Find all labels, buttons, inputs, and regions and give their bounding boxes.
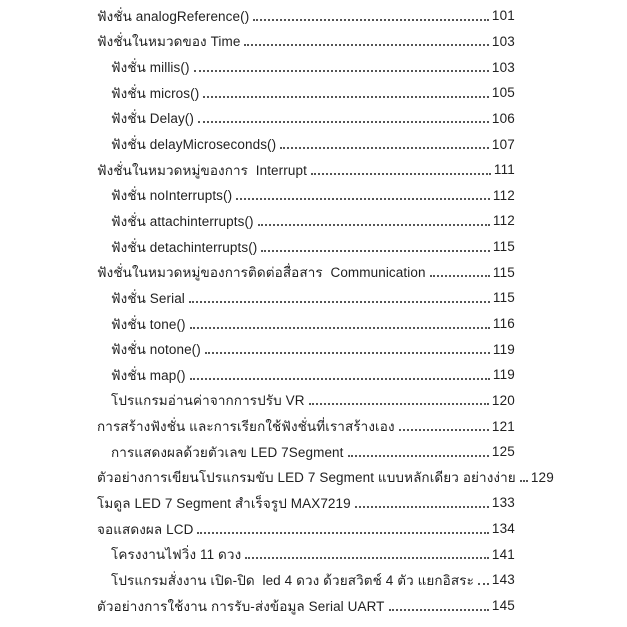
toc-page-number: 121 bbox=[491, 418, 515, 434]
toc-entry-label: ฟังชั่น notone() bbox=[111, 342, 201, 358]
toc-entry-label: ฟังชั่น noInterrupts() bbox=[111, 188, 233, 204]
toc-entry[interactable] bbox=[97, 234, 515, 260]
toc-page-number: 141 bbox=[491, 546, 515, 562]
toc-entry[interactable] bbox=[97, 157, 515, 183]
toc-leader-dots bbox=[478, 583, 489, 585]
toc-entry-label: ตัวอย่างการเขียนโปรแกรมขับ LED 7 Segment แบบหลักเดียว อย่างง่าย bbox=[97, 470, 516, 486]
toc-page-number: 143 bbox=[491, 572, 515, 588]
toc-page-number: 107 bbox=[491, 136, 515, 152]
toc-entry-label: ฟังชั่น analogReference() bbox=[97, 8, 250, 24]
toc-leader-dots bbox=[236, 198, 490, 200]
toc-page-number: 112 bbox=[492, 187, 515, 203]
toc-entry-label: การแสดงผลด้วยตัวเลข LED 7Segment bbox=[111, 444, 344, 460]
toc-leader-dots bbox=[280, 147, 489, 149]
toc-entry-label: ฟังชั่นในหมวดหมู่ของการ Interrupt bbox=[97, 162, 307, 178]
toc-entry-label: ฟังชั่น micros() bbox=[111, 85, 200, 101]
toc-leader-dots bbox=[197, 532, 488, 534]
toc-entry-label: ฟังชั่น detachinterrupts() bbox=[111, 239, 258, 255]
toc-entry-label: ฟังชั่นในหมวดของ Time bbox=[97, 34, 241, 50]
toc-leader-dots bbox=[205, 352, 490, 354]
toc-leader-dots bbox=[399, 429, 489, 431]
toc-entry[interactable] bbox=[97, 362, 515, 388]
toc-entry[interactable] bbox=[97, 259, 515, 285]
toc-entry-label: โครงงานไฟวิ่ง 11 ดวง bbox=[111, 547, 242, 563]
toc-entry[interactable] bbox=[97, 208, 515, 234]
toc-page-number: 105 bbox=[491, 85, 515, 101]
toc-page-number: 115 bbox=[492, 290, 515, 306]
toc-page-number: 101 bbox=[491, 8, 515, 24]
toc-entry-label: โปรแกรมอ่านค่าจากการปรับ VR bbox=[111, 393, 305, 409]
toc-page-number: 119 bbox=[492, 367, 515, 383]
toc-page-number: 115 bbox=[492, 239, 515, 255]
toc-page-number: 125 bbox=[491, 444, 515, 460]
toc-entry-label: ตัวอย่างการใช้งาน การรับ-ส่งข้อมูล Serial UART bbox=[97, 598, 385, 614]
toc-leader-dots bbox=[520, 480, 528, 482]
toc-leader-dots bbox=[355, 506, 489, 508]
toc-entry-label: ฟังชั่น millis() bbox=[111, 60, 190, 76]
toc-entry[interactable] bbox=[97, 388, 515, 414]
toc-entry[interactable] bbox=[97, 567, 515, 593]
toc-entry[interactable] bbox=[97, 516, 515, 542]
toc-page-number: 103 bbox=[491, 59, 515, 75]
toc-entry[interactable] bbox=[97, 465, 554, 491]
toc-entry[interactable] bbox=[97, 29, 515, 55]
toc-entry-label: ฟังชั่น map() bbox=[111, 367, 186, 383]
toc-page-number: 129 bbox=[530, 469, 554, 485]
toc-entry[interactable] bbox=[97, 311, 515, 337]
toc-leader-dots bbox=[261, 250, 489, 252]
toc-leader-dots bbox=[309, 403, 489, 405]
toc-page-number: 133 bbox=[491, 495, 515, 511]
toc-page-number: 115 bbox=[492, 264, 515, 280]
toc-entry[interactable] bbox=[97, 3, 515, 29]
toc-entry-label: ฟังชั่น Delay() bbox=[111, 111, 194, 127]
toc-page-number: 116 bbox=[492, 316, 515, 331]
toc-entry[interactable] bbox=[97, 413, 515, 439]
toc-leader-dots bbox=[389, 609, 489, 611]
toc-list bbox=[97, 3, 554, 618]
toc-entry-label: ฟังชั่น delayMicroseconds() bbox=[111, 137, 277, 153]
toc-page-number: 112 bbox=[492, 213, 515, 229]
toc-entry[interactable] bbox=[97, 336, 515, 362]
toc-page-number: 103 bbox=[491, 33, 515, 49]
toc-leader-dots bbox=[198, 121, 489, 123]
toc-leader-dots bbox=[203, 96, 489, 98]
toc-page-number: 120 bbox=[491, 392, 515, 408]
toc-entry[interactable] bbox=[97, 541, 515, 567]
toc-leader-dots bbox=[189, 301, 490, 303]
toc-entry[interactable] bbox=[97, 439, 515, 465]
toc-page-number: 106 bbox=[491, 110, 515, 126]
toc-page-number: 145 bbox=[491, 598, 515, 614]
toc-leader-dots bbox=[194, 70, 489, 72]
toc-leader-dots bbox=[245, 557, 489, 559]
toc-entry-label: จอแสดงผล LCD bbox=[97, 521, 194, 537]
toc-page-number: 111 bbox=[493, 162, 515, 178]
toc-leader-dots bbox=[190, 327, 490, 329]
toc-leader-dots bbox=[311, 173, 491, 175]
toc-entry-label: โมดูล LED 7 Segment สำเร็จรูป MAX7219 bbox=[97, 495, 351, 511]
toc-leader-dots bbox=[244, 44, 488, 46]
toc-entry[interactable] bbox=[97, 131, 515, 157]
toc-leader-dots bbox=[348, 455, 489, 457]
toc-entry[interactable] bbox=[97, 593, 515, 619]
toc-entry[interactable] bbox=[97, 182, 515, 208]
toc-entry[interactable] bbox=[97, 54, 515, 80]
toc-entry[interactable] bbox=[97, 106, 515, 132]
toc-page-number: 119 bbox=[492, 341, 515, 357]
toc-leader-dots bbox=[253, 19, 489, 21]
toc-page-number: 134 bbox=[491, 521, 515, 537]
toc-entry[interactable] bbox=[97, 80, 515, 106]
toc-entry-label: ฟังชั่น attachinterrupts() bbox=[111, 213, 254, 229]
toc-entry-label: โปรแกรมสั่งงาน เปิด-ปิด led 4 ดวง ด้วยสวิตช์ 4 ตัว แยกอิสระ bbox=[111, 572, 474, 588]
toc-entry-label: ฟังชั่น tone() bbox=[111, 316, 186, 332]
toc-leader-dots bbox=[258, 224, 490, 226]
toc-entry-label: การสร้างฟังชั่น และการเรียกใช้ฟังชั่นที่เราสร้างเอง bbox=[97, 419, 395, 435]
toc-leader-dots bbox=[430, 275, 490, 277]
toc-leader-dots bbox=[190, 378, 490, 380]
toc-entry-label: ฟังชั่น Serial bbox=[111, 290, 185, 306]
toc-entry-label: ฟังชั่นในหมวดหมู่ของการติดต่อสื่อสาร Communication bbox=[97, 265, 426, 281]
toc-entry[interactable] bbox=[97, 285, 515, 311]
toc-entry[interactable] bbox=[97, 490, 515, 516]
